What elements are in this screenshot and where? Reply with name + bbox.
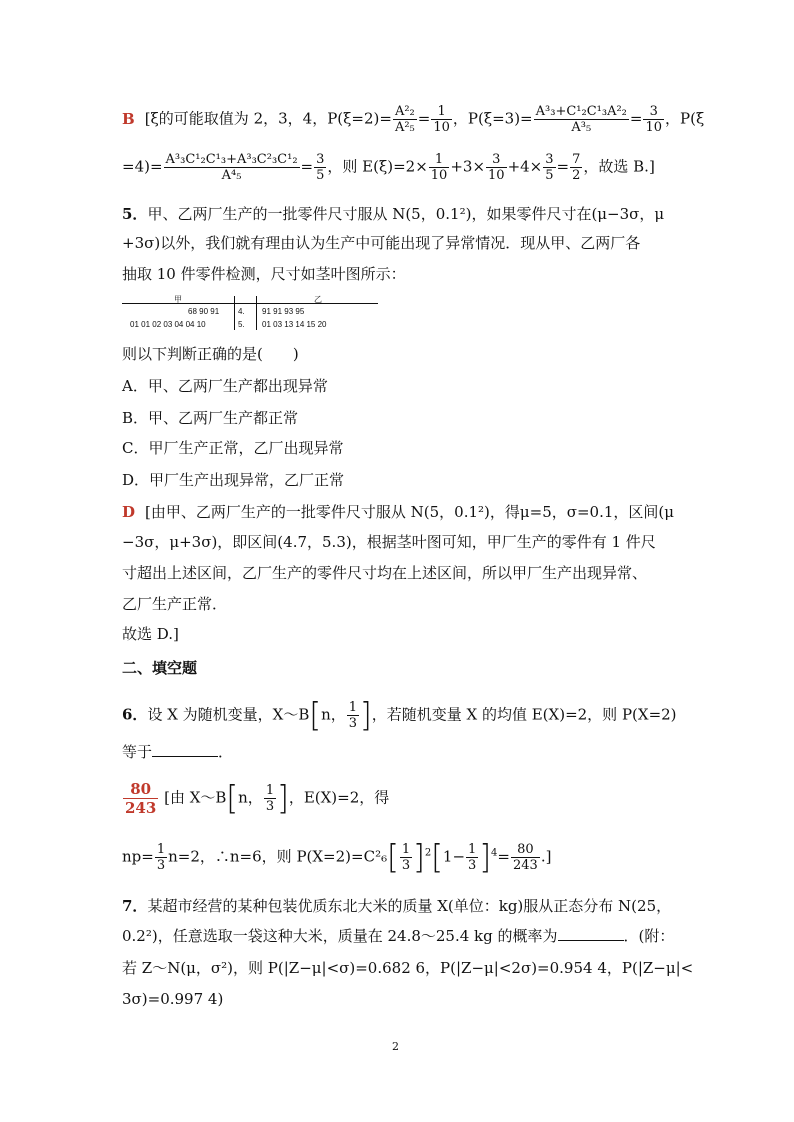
fraction: $\frac{7}{2}$	[572, 152, 581, 183]
q5-solution-line4: 乙厂生产正常．	[122, 595, 228, 613]
q4-answer: B	[122, 109, 135, 128]
q6-line1: 6．设 X 为随机变量，X～B[n， $\frac{1}{3}$ ]，若随机变量 X 的均值 E(X)=2，则 P(X=2)	[122, 695, 677, 735]
q5-option-a: A．甲、乙两厂生产都出现异常	[122, 377, 328, 395]
q5-option-d: D．甲厂生产出现异常，乙厂正常	[122, 471, 345, 489]
q6-solution-line1: $\frac{80}{243}$ [由 X～B[n， $\frac{1}{3}$ ]，E(X)=2，得	[125, 778, 390, 818]
q5-line3: 抽取 10 件零件检测，尺寸如茎叶图所示：	[122, 265, 406, 283]
q6-line2: 等于 ．	[122, 743, 234, 761]
answer-blank[interactable]	[152, 742, 218, 757]
bracket-left: [	[226, 778, 239, 818]
bracket-left: [	[309, 695, 322, 735]
stem-leaf-plot	[122, 292, 380, 336]
q5-answer: D	[122, 503, 136, 521]
q5-solution-line1: D [由甲、乙两厂生产的一批零件尺寸服从 N(5，0.1²)，得μ=5，σ=0.1，区间(μ	[122, 503, 675, 521]
stem-divider-right	[256, 296, 257, 330]
text: [ξ的可能取值为 2，3，4，P(ξ=2)=	[144, 109, 392, 128]
fraction: $\frac{1}{10}$	[433, 104, 450, 135]
fraction: $\frac{1}{10}$	[430, 152, 448, 183]
q7-line2: 0.2²)，任意选取一袋这种大米，质量在 24.8～25.4 kg 的概率为 ．(附：	[122, 927, 675, 945]
stem-header-rule	[122, 303, 378, 304]
fraction: $\frac{1}{3}$	[468, 842, 477, 873]
q4-solution-line2: =4)= $\frac{\text{A³₃C¹₂C¹₃+A³₃C²₃C¹₂}}{\text{A⁴₅}}$ = $\frac{3}{5}$ ，则 E(ξ)=2× $\frac{1}{10}$ +3× $\frac{3}{10}$ +4× $\frac{3}{5}$ = $\frac{7}{2}$ ，故选 B.]	[122, 152, 655, 183]
q6-number: 6．	[122, 705, 148, 724]
q5-line1: 5．甲、乙两厂生产的一批零件尺寸服从 N(5，0.1²)，如果零件尺寸在(μ−3σ，μ	[122, 205, 665, 223]
stem-divider-left	[234, 296, 235, 330]
section-heading: 二、填空题	[122, 659, 198, 677]
q7-number: 7．	[122, 897, 148, 915]
q5-solution-line2: −3σ，μ+3σ)，即区间(4.7，5.3)，根据茎叶图可知，甲厂生产的零件有 1 件尺	[122, 533, 656, 551]
page-number: 2	[392, 1040, 399, 1053]
fraction: $\frac{1}{3}$	[401, 842, 411, 873]
q5-solution-line5: 故选 D.]	[122, 625, 179, 643]
q5-option-b: B．甲、乙两厂生产都正常	[122, 409, 299, 427]
q5-solution-line3: 寸超出上述区间，乙厂生产的零件尺寸均在上述区间，所以甲厂生产出现异常、	[122, 564, 648, 582]
bracket-right: ]	[479, 837, 492, 877]
fraction: $\frac{1}{3}$	[348, 700, 358, 731]
bracket-right: ]	[277, 778, 289, 818]
stem-right-header: 乙	[314, 295, 322, 304]
stem-row2-right: 01 03 13 14 15 20	[262, 320, 327, 329]
bracket-left: [	[387, 837, 399, 877]
bracket-right: ]	[413, 837, 425, 877]
fraction: $\frac{3}{10}$	[645, 104, 663, 135]
stem-row1-stem: 4.	[238, 307, 245, 316]
fraction: $\frac{3}{10}$	[488, 152, 505, 183]
fraction: $\frac{\text{A³₃C¹₂C¹₃+A³₃C²₃C¹₂}}{\text{A⁴₅}}$	[165, 152, 298, 183]
fraction: $\frac{1}{3}$	[156, 842, 166, 873]
q7-line1: 7．某超市经营的某种包装优质东北大米的质量 X(单位：kg)服从正态分布 N(25，	[122, 897, 672, 915]
fraction: $\frac{80}{243}$	[513, 842, 538, 873]
bracket-right: ]	[360, 695, 372, 735]
stem-left-header: 甲	[174, 295, 182, 304]
fraction: $\frac{3}{5}$	[316, 152, 325, 183]
bracket-left: [	[431, 837, 443, 877]
fraction: $\frac{3}{5}$	[545, 152, 554, 183]
stem-row2-stem: 5.	[238, 320, 245, 329]
answer-blank[interactable]	[558, 926, 624, 941]
fraction: $\frac{\text{A²₂}}{\text{A²₅}}$	[394, 104, 415, 135]
fraction: $\frac{\text{A³₃+C¹₂C¹₃A²₂}}{\text{A³₅}}$	[535, 104, 627, 135]
q6-answer: $\frac{80}{243}$	[125, 780, 157, 817]
stem-row1-left: 68 90 91	[188, 307, 220, 316]
q7-line4: 3σ)=0.997 4)	[122, 990, 224, 1008]
q5-line2: +3σ)以外，我们就有理由认为生产中可能出现了异常情况．现从甲、乙两厂各	[122, 234, 641, 252]
fraction: $\frac{1}{3}$	[265, 783, 275, 814]
q5-option-c: C．甲厂生产正常，乙厂出现异常	[122, 439, 344, 457]
q6-solution-line2: np= $\frac{1}{3}$ n=2，∴n=6，则 P(X=2)=C²₆[ $\frac{1}{3}$ ]$^2$[1− $\frac{1}{3}$ ]$^4$= $\frac{80}{243}$ .]	[122, 837, 552, 877]
q4-solution-line1: B [ξ的可能取值为 2，3，4，P(ξ=2)= $\frac{\text{A²₂}}{\text{A²₅}}$ = $\frac{1}{10}$ ，P(ξ=3)= $\frac{\text{A³₃+C¹₂C¹₃A²₂}}{\text{A³₅}}$ = $\frac{3}{10}$ ，P(ξ	[122, 104, 705, 135]
q5-number: 5．	[122, 205, 148, 223]
q5-prompt: 则以下判断正确的是( )	[122, 345, 299, 363]
stem-row2-left: 01 01 02 03 04 04 10	[130, 320, 206, 329]
q7-line3: 若 Z～N(μ，σ²)，则 P(|Z−μ|<σ)=0.682 6，P(|Z−μ|<2σ)=0.954 4，P(|Z−μ|<	[122, 959, 694, 977]
stem-row1-right: 91 91 93 95	[262, 307, 305, 316]
